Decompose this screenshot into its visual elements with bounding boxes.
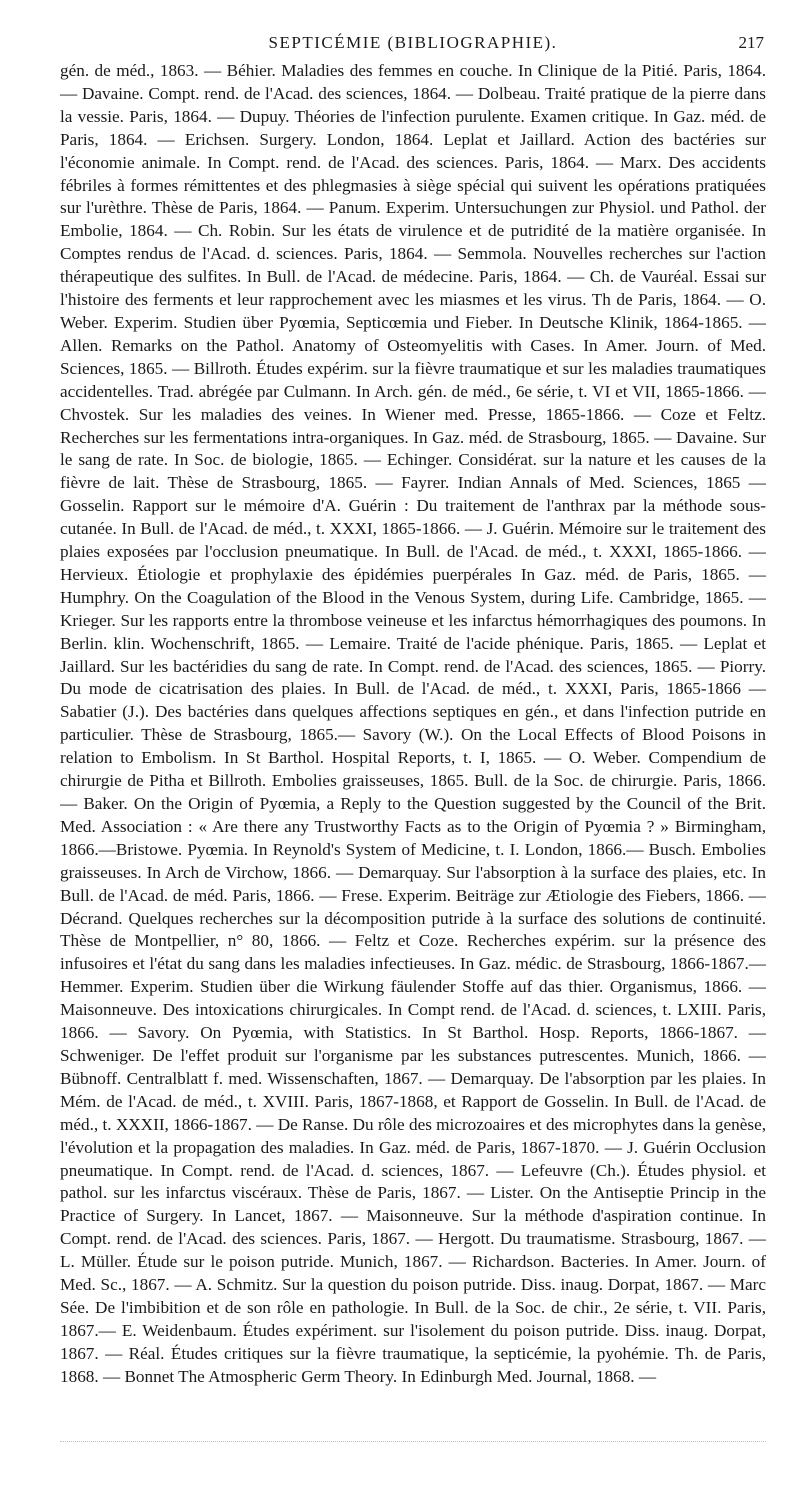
running-title: SEPTICÉMIE (BIBLIOGRAPHIE). — [268, 33, 558, 52]
page-header — [60, 33, 766, 55]
bottom-rule — [60, 1441, 766, 1444]
bibliography-text: gén. de méd., 1863. — Béhier. Maladies des femmes en couche. In Clinique de la Pitié. Paris, 1864. — Davaine. Compt. rend. de l'Acad. des sciences, 1864. — Dolbeau. Traité pratique de la pierre dans la vessie. Paris, 1864. — Dupuy. Théories de l'infection purulente. Examen critique. In Gaz. méd. de Paris, 1864. — Erichsen. Surgery. London, 1864. Leplat et Jaillard. Action des bactéries sur l'économie animale. In Compt. rend. de l'Acad. des sciences. Paris, 1864. — Marx. Des accidents fébriles à formes rémittentes et des phlegmasies à siège spécial qui suivent les opérations pratiquées sur l'urèthre. Thèse de Paris, 1864. — Panum. Experim. Untersuchungen zur Physiol. und Pathol. der Embolie, 1864. — Ch. Robin. Sur les états de virulence et de putridité de la matière organisée. In Comptes rendus de l'Acad. d. sciences. Paris, 1864. — Semmola. Nouvelles recherches sur l'action thérapeutique des sulfites. In Bull. de l'Acad. de médecine. Paris, 1864. — Ch. de Vauréal. Essai sur l'histoire des ferments et leur rapprochement avec les miasmes et les virus. Th de Paris, 1864. — O. Weber. Experim. Studien über Pyœmia, Septicœmia und Fieber. In Deutsche Klinik, 1864-1865. — Allen. Remarks on the Pathol. Anatomy of Osteomyelitis with Cases. In Amer. Journ. of Med. Sciences, 1865. — Billroth. Études expérim. sur la fièvre traumatique et sur les maladies traumatiques accidentelles. Trad. abrégée par Culmann. In Arch. gén. de méd., 6e série, t. VI et VII, 1865-1866. — Chvostek. Sur les maladies des veines. In Wiener med. Presse, 1865-1866. — Coze et Feltz. Recherches sur les fermentations intra-organiques. In Gaz. méd. de Strasbourg, 1865. — Davaine. Sur le sang de rate. In Soc. de biologie, 1865. — Echinger. Considérat. sur la nature et les causes de la fièvre de lait. Thèse de Strasbourg, 1865. — Fayrer. Indian Annals of Med. Sciences, 1865 — Gosselin. Rapport sur le mémoire d'A. Guérin : Du traitement de l'anthrax par la méthode sous-cutanée. In Bull. de l'Acad. de méd., t. XXXI, 1865-1866. — J. Guérin. Mémoire sur le traitement des plaies exposées par l'occlusion pneumatique. In Bull. de l'Acad. de méd., t. XXXI, 1865-1866. — Hervieux. Étiologie et prophylaxie des épidémies puerpérales In Gaz. méd. de Paris, 1865. — Humphry. On the Coagulation of the Blood in the Venous System, during Life. Cambridge, 1865. — Krieger. Sur les rapports entre la thrombose veineuse et les infarctus hémorrhagiques des poumons. In Berlin. klin. Wochenschrift, 1865. — Lemaire. Traité de l'acide phénique. Paris, 1865. — Leplat et Jaillard. Sur les bactéridies du sang de rate. In Compt. rend. de l'Acad. des sciences, 1865. — Piorry. Du mode de cicatrisation des plaies. In Bull. de l'Acad. de méd., t. XXXI, Paris, 1865-1866 — Sabatier (J.). Des bactéries dans quelques affections septiques en gén., et dans l'infection putride en particulier. Thèse de Strasbourg, 1865.— Savory (W.). On the Local Effects of Blood Poisons in relation to Embolism. In St Barthol. Hospital Reports, t. I, 1865. — O. Weber. Compendium de chirurgie de Pitha et Billroth. Embolies graisseuses, 1865. Bull. de la Soc. de chirurgie. Paris, 1866. — Baker. On the Origin of Pyœmia, a Reply to the Question suggested by the Council of the Brit. Med. Association : « Are there any Trustworthy Facts as to the Origin of Pyœmia ? » Birmingham, 1866.—Bristowe. Pyœmia. In Reynold's System of Medicine, t. I. London, 1866.— Busch. Embolies graisseuses. In Arch de Virchow, 1866. — Demarquay. Sur l'absorption à la surface des plaies, etc. In Bull. de l'Acad. de méd. Paris, 1866. — Frese. Experim. Beiträge zur Ætiologie des Fiebers, 1866. — Décrand. Quelques recherches sur la décomposition putride à la surface des solutions de continuité. Thèse de Montpellier, n° 80, 1866. — Feltz et Coze. Recherches expérim. sur la présence des infusoires et l'état du sang dans les maladies infectieuses. In Gaz. médic. de Strasbourg, 1866-1867.— Hemmer. Experim. Studien über die Wirkung fäulender Stoffe auf das thier. Organismus, 1866. — Maisonneuve. Des intoxications chirurgicales. In Compt rend. de l'Acad. d. sciences, t. LXIII. Paris, 1866. — Savory. On Pyœmia, with Statistics. In St Barthol. Hosp. Reports, 1866-1867. — Schweniger. De l'effet produit sur l'organisme par les substances putrescentes. Munich, 1866. — Bübnoff. Centralblatt f. med. Wissenschaften, 1867. — Demarquay. De l'absorption par les plaies. In Mém. de l'Acad. de méd., t. XVIII. Paris, 1867-1868, et Rapport de Gosselin. In Bull. de l'Acad. de méd., t. XXXII, 1866-1867. — De Ranse. Du rôle des microzoaires et des microphytes dans la genèse, l'évolution et la propagation des maladies. In Gaz. méd. de Paris, 1867-1870. — J. Guérin Occlusion pneumatique. In Compt. rend. de l'Acad. d. sciences, 1867. — Lefeuvre (Ch.). Études physiol. et pathol. sur les infarctus viscéraux. Thèse de Paris, 1867. — Lister. On the Antiseptie Princip in the Practice of Surgery. In Lancet, 1867. — Maisonneuve. Sur la méthode d'aspiration continue. In Compt. rend. de l'Acad. des sciences. Paris, 1867. — Hergott. Du traumatisme. Strasbourg, 1867. — L. Müller. Étude sur le poison putride. Munich, 1867. — Richardson. Bacteries. In Amer. Journ. of Med. Sc., 1867. — A. Schmitz. Sur la question du poison putride. Diss. inaug. Dorpat, 1867. — Marc Sée. De l'imbibition et de son rôle en pathologie. In Bull. de la Soc. de chir., 2e série, t. VII. Paris, 1867.— E. Weidenbaum. Études expériment. sur l'isolement du poison putride. Diss. inaug. Dorpat, 1867. — Réal. Études critiques sur la fièvre traumatique, la septicémie, la pyohémie. Th. de Paris, 1868. — Bonnet The Atmospheric Germ Theory. In Edinburgh Med. Journal, 1868. — — [60, 61, 766, 1386]
page-number: 217 — [738, 33, 764, 52]
